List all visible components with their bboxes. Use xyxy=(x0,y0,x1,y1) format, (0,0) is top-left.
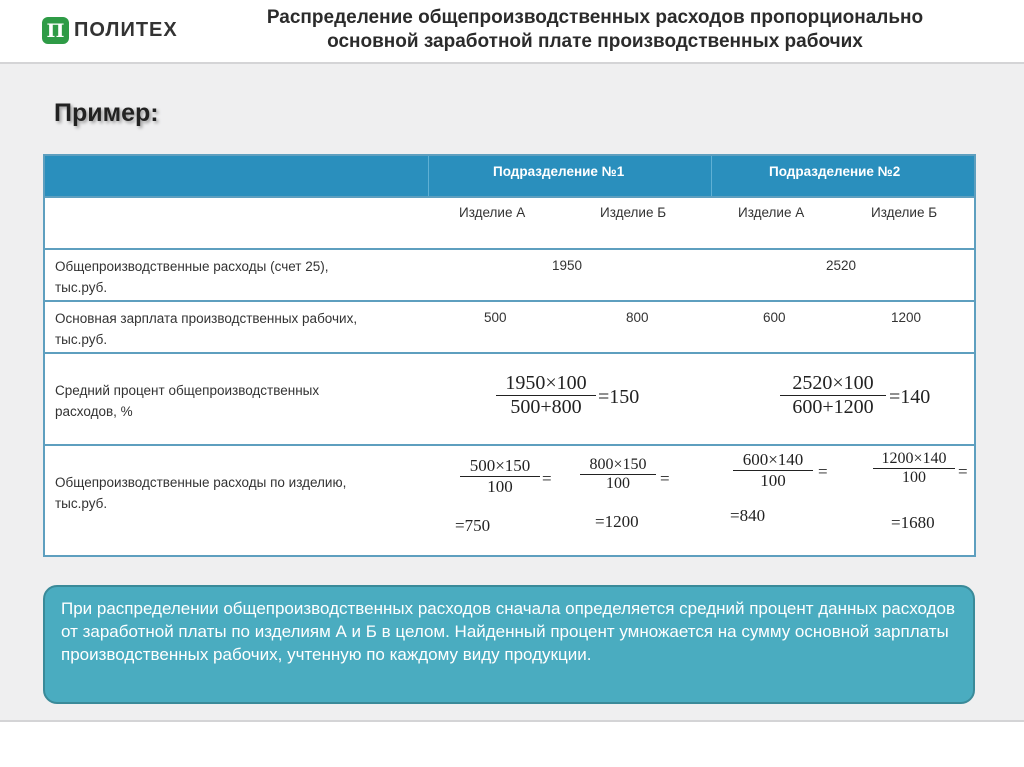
formula-result: =150 xyxy=(598,386,640,408)
logo-icon: П xyxy=(42,17,69,44)
formula-result: =840 xyxy=(730,506,766,525)
formula-alloc: $\frac{1200\times 140}{100}$ xyxy=(873,450,955,487)
row-label: Основная зарплата производственных рабочих, тыс.руб. xyxy=(55,311,358,347)
table-cell: 1950 xyxy=(552,258,583,273)
title-line-2: основной заработной плате производственных рабочих xyxy=(327,31,863,52)
title-line-1: Распределение общепроизводственных расходов пропорционально xyxy=(266,7,924,28)
table-row xyxy=(45,446,974,557)
data-table xyxy=(43,154,976,557)
formula-result: =1200 xyxy=(595,512,639,531)
table-header-row xyxy=(45,156,974,198)
header-divider xyxy=(711,156,712,196)
table-row xyxy=(45,250,974,302)
row-label: Общепроизводственные расходы по изделию, тыс.руб. xyxy=(55,475,347,511)
table-subheader-row xyxy=(45,198,974,250)
row-label: Общепроизводственные расходы (счет 25), тыс.руб. xyxy=(55,259,329,295)
table-row xyxy=(45,354,974,446)
formula-result: =750 xyxy=(455,516,491,535)
logo-text: ПОЛИТЕХ xyxy=(74,19,178,41)
table-cell: 800 xyxy=(626,310,649,325)
table-row xyxy=(45,302,974,354)
page-title xyxy=(190,6,1000,54)
formula-percent-div2: $\frac{2520\times 100}{600+1200}$ xyxy=(780,372,886,419)
table-cell: 2520 xyxy=(826,258,857,273)
formula-equals: = xyxy=(958,462,968,481)
product-header: Изделие А xyxy=(459,205,526,220)
slide-header xyxy=(0,0,1024,62)
formula-equals: = xyxy=(818,462,828,481)
formula-equals: = xyxy=(660,469,670,488)
formula-equals: = xyxy=(542,469,552,488)
table-cell: 1200 xyxy=(891,310,922,325)
product-header: Изделие Б xyxy=(600,205,667,220)
formula-result: =140 xyxy=(889,386,931,408)
column-header-div2: Подразделение №2 xyxy=(769,164,901,179)
example-heading: Пример: xyxy=(54,99,159,127)
product-header: Изделие А xyxy=(738,205,805,220)
row-label: Средний процент общепроизводственных расходов, % xyxy=(55,383,320,419)
logo xyxy=(42,17,178,44)
header-divider xyxy=(428,156,429,196)
formula-alloc: $\frac{800\times 150}{100}$ xyxy=(580,456,656,493)
formula-alloc: $\frac{600\times 140}{100}$ xyxy=(733,450,813,491)
table-cell: 600 xyxy=(763,310,786,325)
column-header-div1: Подразделение №1 xyxy=(493,164,625,179)
formula-result: =1680 xyxy=(891,513,935,532)
formula-percent-div1: $\frac{1950\times 100}{500+800}$ xyxy=(496,372,596,419)
table-cell: 500 xyxy=(484,310,507,325)
product-header: Изделие Б xyxy=(871,205,938,220)
formula-alloc: $\frac{500\times 150}{100}$ xyxy=(460,456,540,497)
explanation-box: При распределении общепроизводственных расходов сначала определяется средний процент данных расходов от заработной платы по изделиям А и Б в целом. Найденный процент умножается на сумму основной зарплаты производственных рабочих, учтенную по каждому виду продукции. xyxy=(43,585,975,704)
